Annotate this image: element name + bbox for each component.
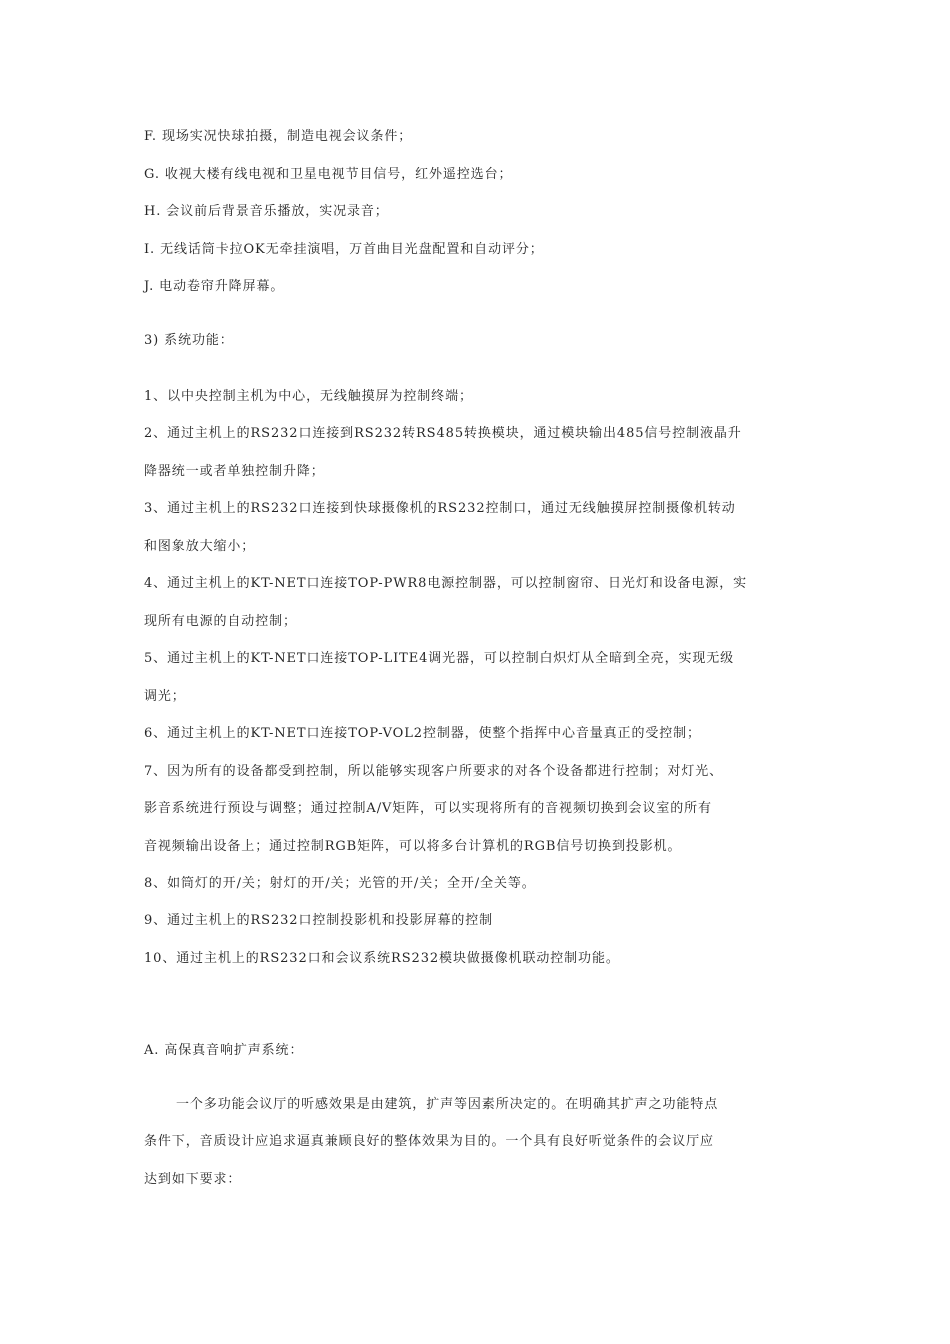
item-g: G. 收视大楼有线电视和卫星电视节目信号，红外遥控选台； (144, 167, 513, 182)
function-2-line-1: 2、通过主机上的RS232口连接到RS232转RS485转换模块，通过模块输出485信号控制液晶升 (144, 426, 742, 441)
function-5-line-2: 调光； (144, 689, 186, 704)
function-4-line-2: 现所有电源的自动控制； (144, 614, 297, 629)
paragraph-line-3: 达到如下要求： (144, 1172, 242, 1187)
paragraph-line-1: 一个多功能会议厅的听感效果是由建筑，扩声等因素所决定的。在明确其扩声之功能特点 (176, 1097, 719, 1112)
function-8: 8、如筒灯的开/关；射灯的开/关；光管的开/关；全开/全关等。 (144, 876, 536, 891)
function-5-line-1: 5、通过主机上的KT-NET口连接TOP-LITE4调光器，可以控制白炽灯从全暗到全亮，实现无级 (144, 651, 735, 666)
function-9: 9、通过主机上的RS232口控制投影机和投影屏幕的控制 (144, 913, 494, 928)
section-heading: 3) 系统功能： (144, 333, 234, 348)
subsection-heading: A. 高保真音响扩声系统： (144, 1043, 304, 1058)
item-i: I. 无线话筒卡拉OK无牵挂演唱，万首曲目光盘配置和自动评分； (144, 242, 544, 257)
function-6: 6、通过主机上的KT-NET口连接TOP-VOL2控制器，使整个指挥中心音量真正的受控制； (144, 726, 701, 741)
function-2-line-2: 降器统一或者单独控制升降； (144, 464, 325, 479)
function-4-line-1: 4、通过主机上的KT-NET口连接TOP-PWR8电源控制器，可以控制窗帘、日光灯和设备电源，实 (144, 576, 748, 591)
item-h: H. 会议前后背景音乐播放，实况录音； (144, 204, 389, 219)
function-7-line-1: 7、因为所有的设备都受到控制，所以能够实现客户所要求的对各个设备都进行控制；对灯光、 (144, 764, 724, 779)
function-3-line-2: 和图象放大缩小； (144, 539, 256, 554)
function-7-line-3: 音视频输出设备上；通过控制RGB矩阵，可以将多台计算机的RGB信号切换到投影机。 (144, 839, 682, 854)
function-1: 1、以中央控制主机为中心，无线触摸屏为控制终端； (144, 389, 473, 404)
function-7-line-2: 影音系统进行预设与调整；通过控制A/V矩阵，可以实现将所有的音视频切换到会议室的所有 (144, 801, 712, 816)
paragraph-line-2: 条件下，音质设计应追求逼真兼顾良好的整体效果为目的。一个具有良好听觉条件的会议厅应 (144, 1134, 714, 1149)
function-10: 10、通过主机上的RS232口和会议系统RS232模块做摄像机联动控制功能。 (144, 951, 620, 966)
item-j: J. 电动卷帘升降屏幕。 (144, 279, 285, 294)
item-f: F. 现场实况快球拍摄，制造电视会议条件； (144, 129, 413, 144)
function-3-line-1: 3、通过主机上的RS232口连接到快球摄像机的RS232控制口，通过无线触摸屏控制摄像机转动 (144, 501, 736, 516)
